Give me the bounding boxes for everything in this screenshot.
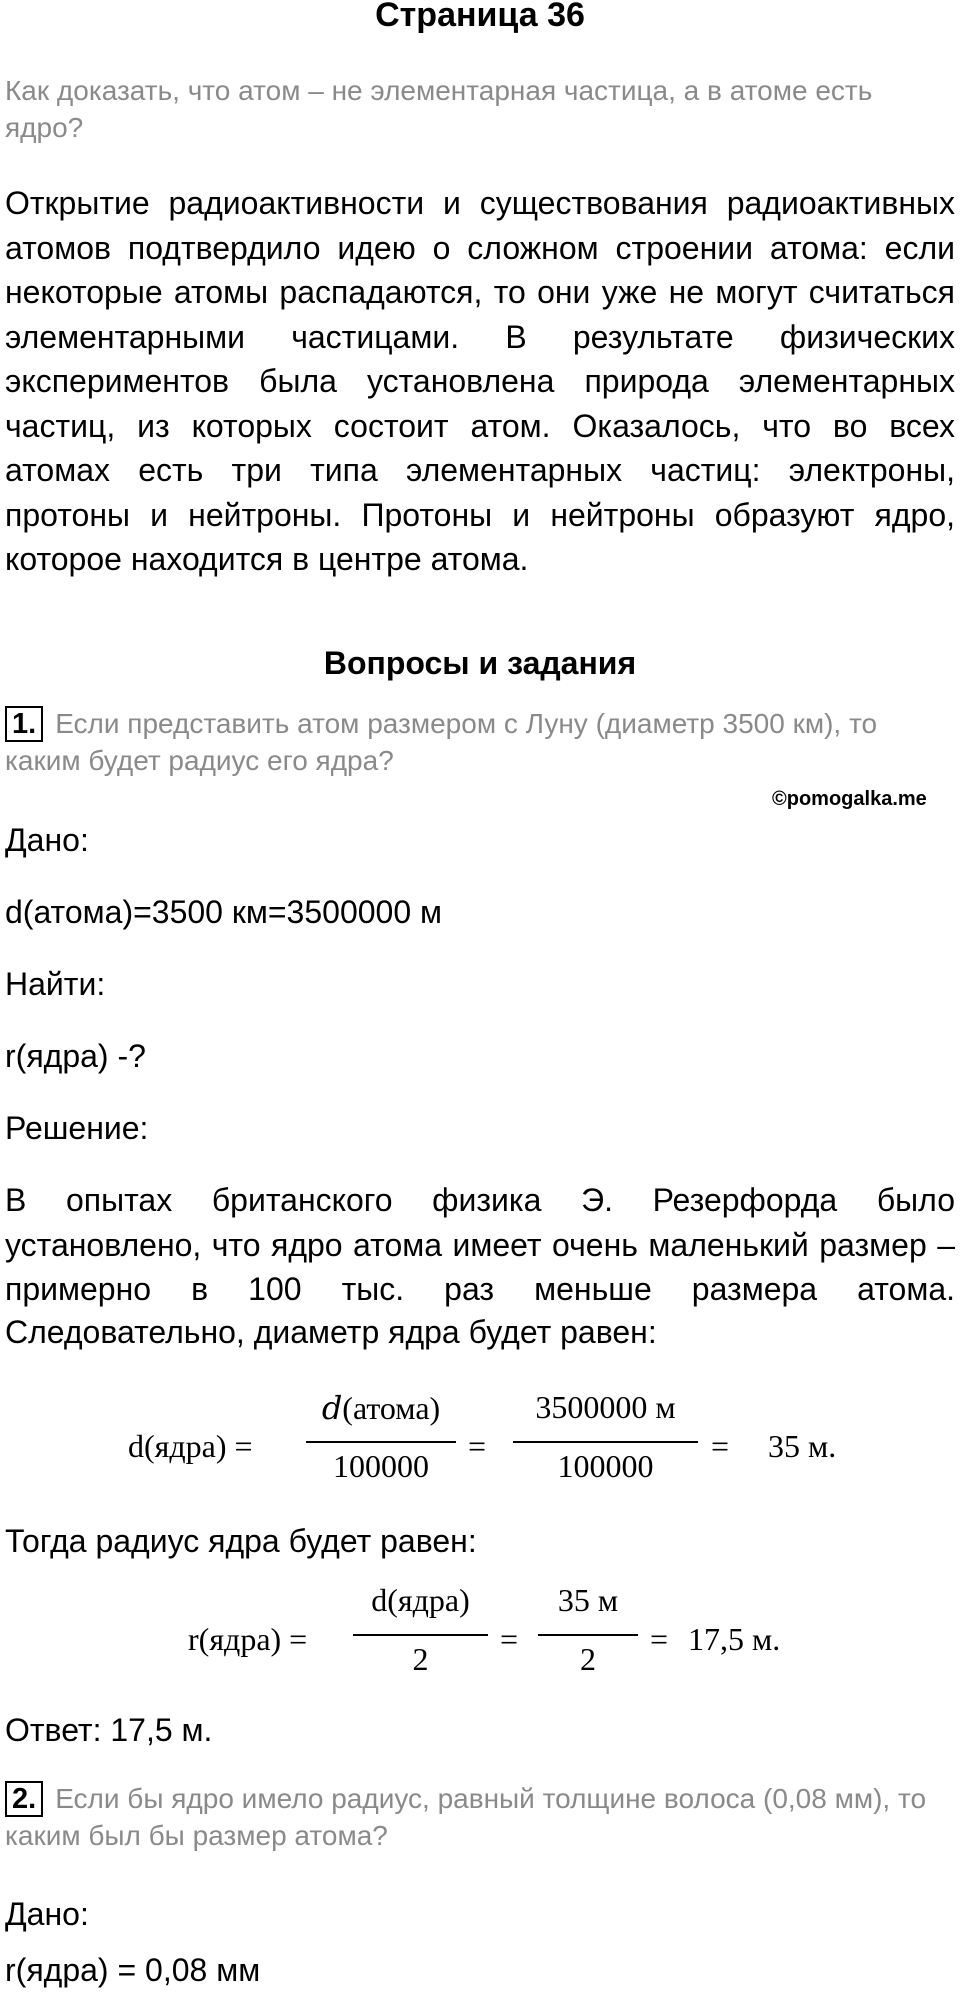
formula-2-fraction-2-denominator: 2 bbox=[580, 1641, 596, 1677]
task-1-number: 1. bbox=[5, 706, 43, 742]
formula-1-fraction-2-bar bbox=[513, 1441, 698, 1443]
intro-question: Как доказать, что атом – не элементарная частица, а в атоме есть ядро? bbox=[5, 75, 873, 143]
task-1-solution-text: В опытах британского физика Э. Резерфорда было установлено, что ядро атома имеет очень маленький размер – примерно в 100 тыс. раз меньше размера атома. bbox=[5, 1182, 955, 1307]
task-2-number: 2. bbox=[5, 1781, 43, 1817]
formula-1-fraction-1-numerator: 𝑑(атома) bbox=[321, 1390, 441, 1426]
formula-1-fraction-2-denominator: 100000 bbox=[557, 1448, 654, 1484]
task-1-then-text: Тогда радиус ядра будет равен: bbox=[5, 1523, 477, 1559]
formula-1-equals-1: = bbox=[468, 1428, 487, 1464]
task-1-solution-label: Решение: bbox=[5, 1110, 149, 1146]
formula-2-fraction-1-denominator: 2 bbox=[412, 1641, 429, 1677]
formula-2-result: 17,5 м. bbox=[688, 1621, 781, 1657]
task-1-question bbox=[5, 705, 955, 779]
task-1-solution-conclusion: Следовательно, диаметр ядра будет равен: bbox=[5, 1314, 657, 1350]
task-1-given-label: Дано: bbox=[5, 822, 89, 858]
formula-2-fraction-2-bar bbox=[538, 1634, 638, 1636]
formula-2-fraction-1-numerator: d(ядра) bbox=[371, 1582, 470, 1618]
task-1-find: r(ядра) -? bbox=[5, 1038, 146, 1074]
task-2-question-text: Если бы ядро имело радиус, равный толщине волоса (0,08 мм), то каким был бы размер атома? bbox=[5, 1783, 927, 1851]
section-title: Вопросы и задания bbox=[323, 645, 637, 681]
formula-1-result: 35 м. bbox=[768, 1428, 837, 1464]
watermark: ©pomogalka.me bbox=[772, 788, 927, 810]
task-1-answer: Ответ: 17,5 м. bbox=[5, 1712, 213, 1748]
intro-answer: Открытие радиоактивности и существования радиоактивных атомов подтвердило идею о сложном строении атома: если некоторые атомы распадаются, то они уже не могут считаться элементарными частицами. В результате физических экспериментов была установлена природа элементарных частиц, из которых состоит атом. Оказалось, что во всех атомах есть три типа элементарных частиц: электроны, протоны и нейтроны. Протоны и нейтроны образуют ядро, которое находится в центре атома. bbox=[5, 185, 955, 577]
formula-2-fraction-1-bar bbox=[353, 1634, 488, 1636]
task-2-given-label: Дано: bbox=[5, 1896, 89, 1932]
formula-nucleus-diameter bbox=[128, 1389, 848, 1505]
task-2-given: r(ядра) = 0,08 мм bbox=[5, 1952, 261, 1988]
task-1-question-text: Если представить атом размером с Луну (диаметр 3500 км), то каким будет радиус его ядра? bbox=[5, 708, 878, 776]
formula-1-fraction-2-numerator: 3500000 м bbox=[535, 1389, 676, 1425]
formula-1-fraction-1-denominator: 100000 bbox=[333, 1448, 429, 1484]
formula-2-fraction-2-numerator: 35 м bbox=[557, 1582, 619, 1618]
task-2-question bbox=[5, 1780, 955, 1854]
task-1-given: d(атома)=3500 км=3500000 м bbox=[5, 894, 443, 930]
formula-2-equals-1: = bbox=[500, 1621, 519, 1657]
formula-1-fraction-1-bar bbox=[306, 1441, 456, 1443]
formula-2-equals-2: = bbox=[650, 1621, 669, 1657]
formula-2-lhs: r(ядра) = bbox=[188, 1621, 308, 1657]
task-1-find-label: Найти: bbox=[5, 966, 106, 1002]
formula-nucleus-radius bbox=[188, 1582, 788, 1698]
formula-1-lhs: d(ядра) = bbox=[128, 1428, 253, 1464]
formula-1-equals-2: = bbox=[711, 1428, 730, 1464]
page-title: Страница 36 bbox=[375, 0, 585, 34]
